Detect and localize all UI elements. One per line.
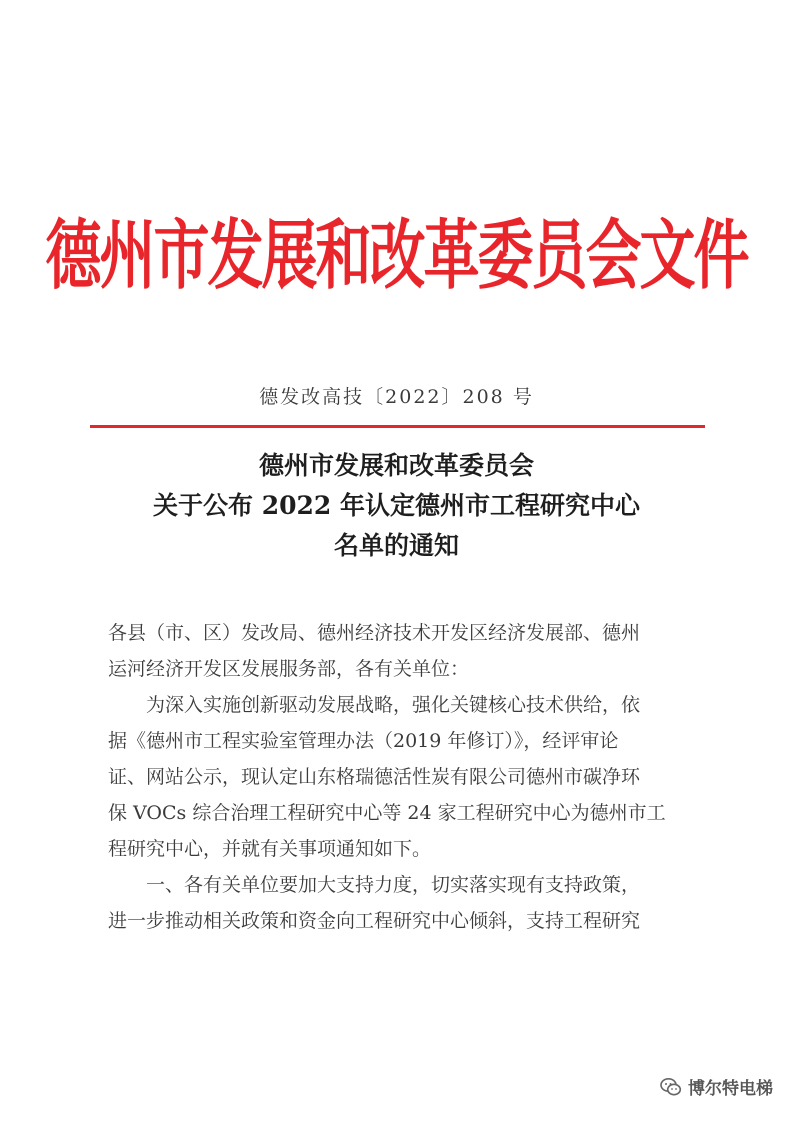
body-line: 保 VOCs 综合治理工程研究中心等 24 家工程研究中心为德州市工 <box>108 802 666 824</box>
notice-title-line: 德州市发展和改革委员会 <box>258 451 534 480</box>
wechat-icon <box>660 1076 682 1098</box>
document-header-title: 德州市发展和改革委员会文件 <box>45 211 748 301</box>
body-line: 据《德州市工程实验室管理办法（2019 年修订）》，经评审论 <box>108 730 619 752</box>
notice-title-line: 名单的通知 <box>333 531 459 560</box>
watermark <box>660 1074 773 1099</box>
body-line: 程研究中心，并就有关事项通知如下。 <box>108 838 432 860</box>
body-line: 运河经济开发区发展服务部，各有关单位： <box>108 658 470 680</box>
body-line: 一、各有关单位要加大支持力度，切实落实现有支持政策， <box>146 874 641 896</box>
document-number: 德发改高技〔2022〕208 号 <box>259 386 534 408</box>
watermark-text: 博尔特电梯 <box>688 1079 773 1099</box>
red-divider-line <box>90 425 705 428</box>
body-line: 证、网站公示，现认定山东格瑞德活性炭有限公司德州市碳净环 <box>108 766 641 788</box>
body-line: 各县（市、区）发改局、德州经济技术开发区经济发展部、德州 <box>108 622 641 644</box>
notice-title <box>0 446 793 566</box>
notice-body <box>108 615 708 939</box>
body-line: 进一步推动相关政策和资金向工程研究中心倾斜，支持工程研究 <box>108 910 641 932</box>
body-line: 为深入实施创新驱动发展战略，强化关键核心技术供给，依 <box>146 694 641 716</box>
notice-title-line: 关于公布 2022 年认定德州市工程研究中心 <box>153 491 640 520</box>
